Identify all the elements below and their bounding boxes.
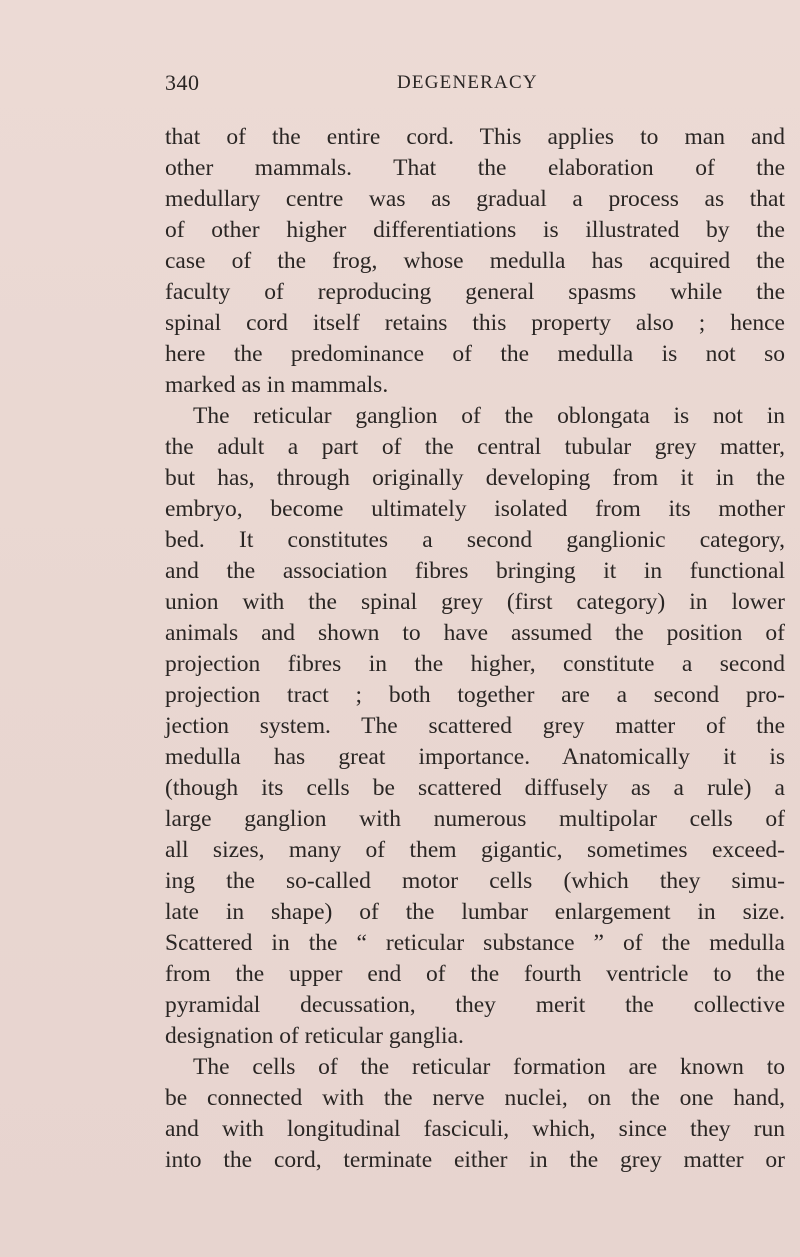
paragraph bbox=[165, 1052, 785, 1176]
text-line: animals and shown to have assumed the position of bbox=[165, 620, 785, 646]
running-title: DEGENERACY bbox=[397, 72, 538, 93]
text-line: other mammals. That the elaboration of the bbox=[165, 155, 785, 181]
text-line: large ganglion with numerous multipolar cells of bbox=[165, 806, 785, 832]
text-line: into the cord, terminate either in the grey matter or bbox=[165, 1147, 785, 1173]
text-line: case of the frog, whose medulla has acquired the bbox=[165, 248, 785, 274]
text-line: medulla has great importance. Anatomically it is bbox=[165, 744, 785, 770]
text-line: faculty of reproducing general spasms while the bbox=[165, 279, 785, 305]
text-line: jection system. The scattered grey matter of the bbox=[165, 713, 785, 739]
text-line: projection fibres in the higher, constitute a second bbox=[165, 651, 785, 677]
text-line: union with the spinal grey (first category) in lower bbox=[165, 589, 785, 615]
text-line: pyramidal decussation, they merit the collective bbox=[165, 992, 785, 1018]
text-line: late in shape) of the lumbar enlargement in size. bbox=[165, 899, 785, 925]
page-number: 340 bbox=[165, 70, 200, 95]
text-line: (though its cells be scattered diffusely as a rule) a bbox=[165, 775, 785, 801]
text-line: designation of reticular ganglia. bbox=[165, 1023, 464, 1049]
text-line: here the predominance of the medulla is not so bbox=[165, 341, 785, 367]
text-line: and the association fibres bringing it in functional bbox=[165, 558, 785, 584]
paragraph bbox=[165, 122, 785, 401]
text-line: The cells of the reticular formation are known to bbox=[193, 1054, 785, 1080]
text-line: that of the entire cord. This applies to man and bbox=[165, 124, 785, 150]
text-line: projection tract ; both together are a second pro- bbox=[165, 682, 785, 708]
text-line: bed. It constitutes a second ganglionic category, bbox=[165, 527, 785, 553]
text-line: and with longitudinal fasciculi, which, since they run bbox=[165, 1116, 785, 1142]
text-line: all sizes, many of them gigantic, sometimes exceed- bbox=[165, 837, 785, 863]
text-line: ing the so-called motor cells (which they simu- bbox=[165, 868, 785, 894]
text-line: The reticular ganglion of the oblongata is not in bbox=[193, 403, 785, 429]
body-text bbox=[165, 122, 785, 1176]
text-line: embryo, become ultimately isolated from its mother bbox=[165, 496, 785, 522]
text-line: spinal cord itself retains this property also ; hence bbox=[165, 310, 785, 336]
text-line: from the upper end of the fourth ventricle to the bbox=[165, 961, 785, 987]
text-line: but has, through originally developing from it in the bbox=[165, 465, 785, 491]
running-head bbox=[165, 70, 617, 104]
text-line: be connected with the nerve nuclei, on the one hand, bbox=[165, 1085, 785, 1111]
text-line: of other higher differentiations is illustrated by the bbox=[165, 217, 785, 243]
text-line: the adult a part of the central tubular grey matter, bbox=[165, 434, 785, 460]
text-line: Scattered in the “ reticular substance ” of the medulla bbox=[165, 930, 785, 956]
text-line: marked as in mammals. bbox=[165, 372, 389, 398]
text-line: medullary centre was as gradual a process as that bbox=[165, 186, 785, 212]
paragraph bbox=[165, 401, 785, 1052]
